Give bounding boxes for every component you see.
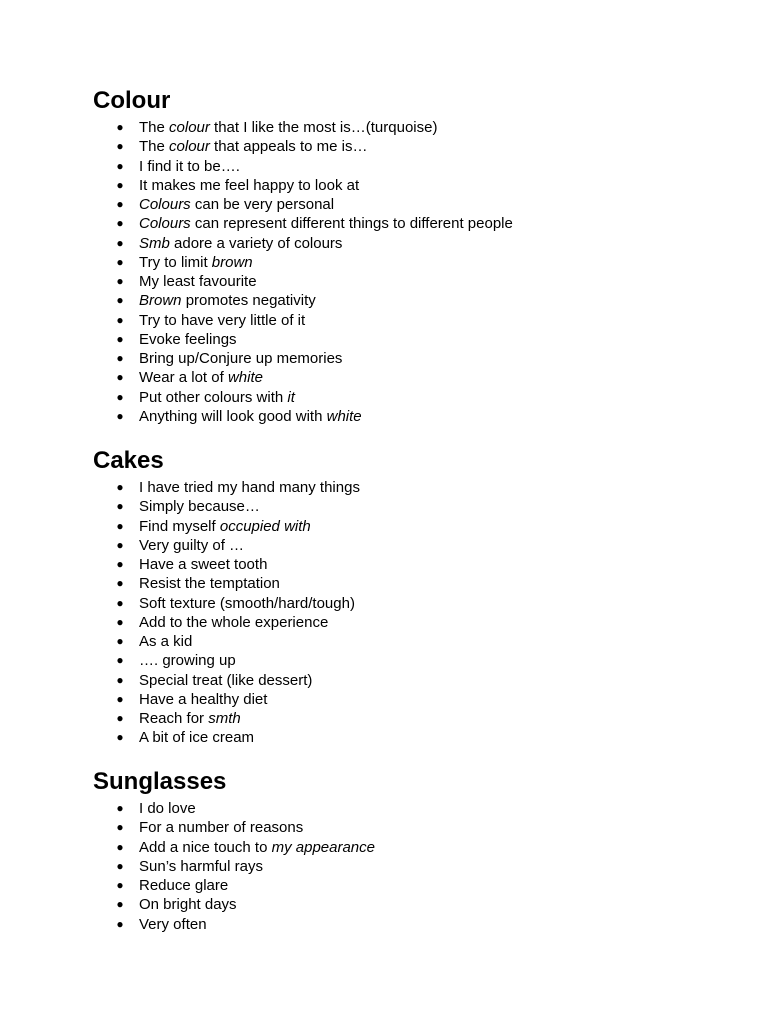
- bullet-dot-icon: ●: [116, 672, 124, 687]
- text-run: A bit of ice cream: [139, 729, 255, 747]
- bullet-dot-icon: ●: [116, 858, 124, 873]
- list-item: [93, 214, 733, 233]
- bullet-dot-icon: ●: [116, 480, 124, 494]
- list-item: [93, 876, 733, 895]
- list-item-text: [139, 857, 263, 876]
- bullet-dot-icon: ●: [116, 499, 124, 514]
- list-item-text: [139, 594, 355, 613]
- text-run: I do love: [139, 800, 196, 817]
- text-run: Reduce glare: [139, 877, 229, 894]
- list-item-text: [139, 709, 241, 728]
- bullet-dot-icon: ●: [116, 235, 124, 250]
- bullet-dot-icon: ●: [116, 878, 124, 892]
- bullet-dot-icon: ●: [116, 916, 124, 931]
- section-heading-cakes: Cakes: [93, 447, 164, 474]
- list-item: [93, 497, 733, 516]
- bullet-list-sunglasses: [93, 799, 733, 934]
- italic-text-run: Smb: [139, 234, 170, 252]
- list-item-text: [139, 536, 244, 555]
- text-run: Reach for: [139, 710, 209, 727]
- text-run: Try to limit: [139, 253, 212, 271]
- text-run: Add a nice touch to: [139, 838, 272, 856]
- list-item-text: [139, 388, 295, 407]
- list-item: [93, 195, 733, 214]
- bullet-dot-icon: ●: [116, 897, 124, 912]
- text-run: The: [139, 119, 170, 136]
- text-run: It makes me feel happy to look at: [139, 176, 360, 194]
- list-item-text: [139, 818, 303, 837]
- text-run: Try to have very little of it: [139, 311, 306, 329]
- list-item: [93, 137, 733, 156]
- list-item-text: [139, 234, 342, 253]
- list-item-text: [139, 517, 311, 536]
- list-item-text: [139, 272, 257, 291]
- text-run: Special treat (like dessert): [139, 671, 313, 689]
- list-item: [93, 915, 733, 934]
- list-item-text: [139, 291, 316, 310]
- bullet-dot-icon: ●: [116, 254, 124, 269]
- bullet-dot-icon: ●: [116, 331, 124, 346]
- text-run: Very often: [139, 915, 207, 933]
- text-run: Have a healthy diet: [139, 690, 268, 708]
- list-item: [93, 818, 733, 837]
- bullet-dot-icon: ●: [116, 557, 124, 571]
- bullet-dot-icon: ●: [116, 801, 124, 815]
- text-run: promotes negativity: [181, 292, 316, 310]
- list-item: [93, 118, 733, 137]
- list-item-text: [139, 176, 359, 195]
- bullet-list-colour: [93, 118, 733, 426]
- list-item: [93, 157, 733, 176]
- list-item-text: [139, 895, 237, 914]
- list-item: [93, 574, 733, 593]
- bullet-dot-icon: ●: [116, 634, 124, 648]
- list-item: [93, 388, 733, 407]
- list-item: [93, 632, 733, 651]
- bullet-dot-icon: ●: [116, 653, 124, 668]
- text-run: Wear a lot of: [139, 369, 228, 387]
- list-item: [93, 478, 733, 497]
- bullet-dot-icon: ●: [116, 711, 124, 725]
- list-item-text: [139, 330, 237, 349]
- list-item-text: [139, 478, 360, 497]
- text-run: can represent different things to different people: [190, 215, 513, 233]
- bullet-dot-icon: ●: [116, 216, 124, 231]
- text-run: Sun’s harmful rays: [139, 857, 263, 875]
- list-item: [93, 536, 733, 555]
- bullet-dot-icon: ●: [116, 370, 124, 385]
- list-item: [93, 272, 733, 291]
- list-item: [93, 407, 733, 426]
- text-run: Resist the temptation: [139, 575, 280, 593]
- list-item-text: [139, 671, 312, 690]
- italic-text-run: Brown: [139, 292, 182, 310]
- list-item-text: [139, 407, 362, 426]
- text-run: Evoke feelings: [139, 330, 237, 348]
- italic-text-run: white: [227, 369, 263, 387]
- list-item-text: [139, 613, 328, 632]
- bullet-dot-icon: ●: [116, 293, 124, 308]
- bullet-list-cakes: [93, 478, 733, 748]
- bullet-dot-icon: ●: [116, 595, 124, 610]
- list-item: [93, 613, 733, 632]
- text-run: Soft texture (smooth/hard/tough): [139, 594, 355, 612]
- list-item-text: [139, 838, 375, 857]
- text-run: can be very personal: [190, 196, 335, 213]
- text-run: Put other colours with: [139, 388, 288, 406]
- text-run: Very guilty of …: [139, 536, 245, 554]
- bullet-dot-icon: ●: [116, 839, 124, 854]
- list-item: [93, 728, 733, 747]
- text-run: Anything will look good with: [139, 407, 327, 425]
- list-item-text: [139, 728, 254, 747]
- bullet-dot-icon: ●: [116, 408, 124, 423]
- list-item: [93, 671, 733, 690]
- text-run: For a number of reasons: [139, 819, 304, 837]
- list-item-text: [139, 555, 267, 574]
- list-item: [93, 857, 733, 876]
- bullet-dot-icon: ●: [116, 730, 124, 745]
- bullet-dot-icon: ●: [116, 614, 124, 629]
- text-run: I find it to be….: [139, 157, 240, 175]
- list-item: [93, 253, 733, 272]
- list-item: [93, 330, 733, 349]
- bullet-dot-icon: ●: [116, 537, 124, 552]
- list-item-text: [139, 632, 192, 651]
- bullet-dot-icon: ●: [116, 139, 124, 154]
- list-item-text: [139, 368, 263, 387]
- list-item: [93, 709, 733, 728]
- bullet-dot-icon: ●: [116, 576, 124, 591]
- list-item: [93, 517, 733, 536]
- list-item-text: [139, 651, 236, 670]
- italic-text-run: white: [326, 407, 362, 425]
- text-run: Bring up/Conjure up memories: [139, 350, 343, 367]
- text-run: Find myself: [139, 517, 220, 535]
- section-heading-colour: Colour: [93, 87, 171, 114]
- list-item: [93, 690, 733, 709]
- list-item-text: [139, 349, 342, 368]
- list-item: [93, 555, 733, 574]
- list-item-text: [139, 253, 253, 272]
- text-run: The: [139, 138, 170, 156]
- list-item-text: [139, 574, 280, 593]
- italic-text-run: it: [287, 388, 295, 406]
- text-run: Simply because…: [139, 498, 260, 516]
- list-item: [93, 651, 733, 670]
- bullet-dot-icon: ●: [116, 820, 124, 835]
- text-run: that appeals to me is…: [209, 138, 368, 156]
- list-item-text: [139, 137, 367, 156]
- bullet-dot-icon: ●: [116, 312, 124, 327]
- list-item: [93, 176, 733, 195]
- bullet-dot-icon: ●: [116, 158, 124, 173]
- bullet-dot-icon: ●: [116, 351, 124, 365]
- italic-text-run: occupied with: [219, 517, 311, 535]
- list-item-text: [139, 311, 305, 330]
- italic-text-run: Colours: [139, 196, 191, 213]
- text-run: My least favourite: [139, 273, 257, 290]
- text-run: that I like the most is…(turquoise): [209, 119, 438, 136]
- section-sunglasses: [93, 767, 733, 934]
- italic-text-run: colour: [169, 119, 210, 136]
- text-run: As a kid: [139, 633, 193, 650]
- list-item-text: [139, 157, 240, 176]
- bullet-dot-icon: ●: [116, 274, 124, 288]
- list-item: [93, 838, 733, 857]
- bullet-dot-icon: ●: [116, 177, 124, 192]
- list-item-text: [139, 214, 513, 233]
- italic-text-run: my appearance: [271, 838, 375, 856]
- bullet-dot-icon: ●: [116, 197, 124, 211]
- italic-text-run: smth: [208, 710, 241, 727]
- list-item-text: [139, 915, 207, 934]
- list-item: [93, 799, 733, 818]
- text-run: Add to the whole experience: [139, 613, 329, 631]
- italic-text-run: brown: [211, 253, 253, 271]
- bullet-dot-icon: ●: [116, 389, 124, 404]
- text-run: I have tried my hand many things: [139, 479, 360, 496]
- text-run: …. growing up: [139, 652, 236, 670]
- section-colour: [93, 86, 733, 426]
- text-run: adore a variety of colours: [169, 234, 343, 252]
- list-item: [93, 311, 733, 330]
- list-item: [93, 594, 733, 613]
- list-item-text: [139, 799, 196, 818]
- list-item-text: [139, 497, 260, 516]
- italic-text-run: colour: [169, 138, 210, 156]
- list-item: [93, 291, 733, 310]
- section-heading-sunglasses: Sunglasses: [93, 768, 227, 795]
- list-item-text: [139, 876, 228, 895]
- bullet-dot-icon: ●: [116, 518, 124, 533]
- italic-text-run: Colours: [139, 215, 191, 233]
- bullet-dot-icon: ●: [116, 120, 124, 134]
- section-cakes: [93, 446, 733, 748]
- list-item: [93, 349, 733, 368]
- text-run: Have a sweet tooth: [139, 556, 268, 573]
- bullet-dot-icon: ●: [116, 691, 124, 706]
- list-item: [93, 895, 733, 914]
- list-item-text: [139, 118, 437, 137]
- text-run: On bright days: [139, 896, 237, 914]
- list-item-text: [139, 690, 267, 709]
- list-item-text: [139, 195, 334, 214]
- list-item: [93, 234, 733, 253]
- list-item: [93, 368, 733, 387]
